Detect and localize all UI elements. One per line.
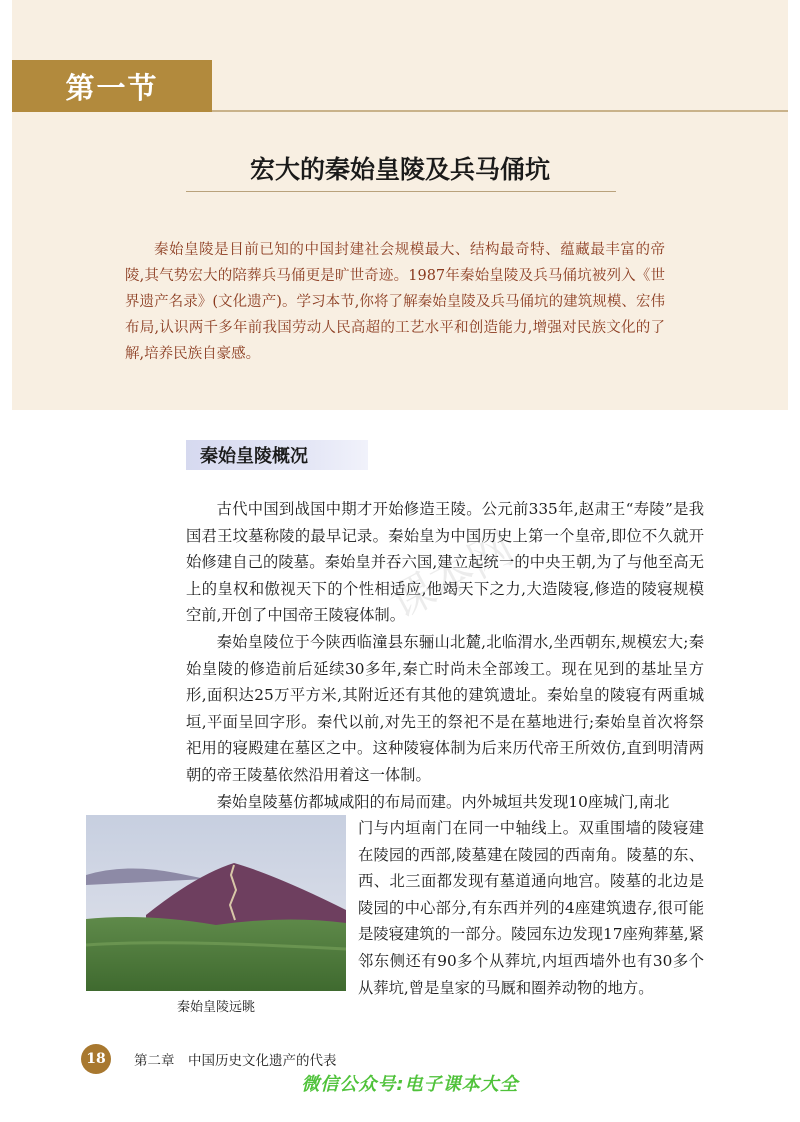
watermark: 课本网 — [381, 522, 523, 630]
title-rule — [186, 191, 616, 192]
intro-text: 秦始皇陵是目前已知的中国封建社会规模最大、结构最奇特、蕴藏最丰富的帝陵,其气势宏大的陪葬兵马俑更是旷世奇迹。1987年秦始皇陵及兵马俑坑被列入《世界遗产名录》(文化遗产)。学习本节,你将了解秦始皇陵及兵马俑坑的建筑规模、宏伟布局,认识两千多年前我国劳动人民高超的工艺水平和创造能力,增强对民族文化的了解,培养民族自豪感。 — [125, 242, 665, 362]
chapter-footer: 第二章 中国历史文化遗产的代表 — [134, 1053, 337, 1069]
lesson-title: 宏大的秦始皇陵及兵马俑坑 — [249, 155, 550, 184]
section-tab: 第一节 — [12, 60, 212, 112]
photo-caption: 秦始皇陵远眺 — [176, 1000, 255, 1015]
promo-text: 微信公众号:电子课本大全 — [301, 1074, 519, 1095]
paragraph-3-body: 门与内垣南门在同一中轴线上。双重围墙的陵寝建在陵园的西部,陵墓建在陵园的西南角。陵墓的东、西、北三面都发现有墓道通向地宫。陵墓的北边是陵园的中心部分,有东西并列的4座建筑遗存,很可能是陵寝建筑的一部分。陵园东边发现17座殉葬墓,紧邻东侧还有90多个从葬坑,内垣西墙外也有30多个从葬坑,曾是皇家的马厩和圈养动物的地方。 — [358, 819, 704, 997]
page-number: 18 — [81, 1044, 111, 1074]
sub-heading: 秦始皇陵概况 — [186, 440, 368, 470]
tab-rule — [212, 110, 788, 112]
mausoleum-photo — [86, 815, 346, 991]
mausoleum-photo-graphic — [86, 815, 346, 991]
paragraph-1: 古代中国到战国中期才开始修造王陵。公元前335年,赵肃王“寿陵”是我国君王坟墓称陵的最早记录。秦始皇为中国历史上第一个皇帝,即位不久就开始修建自己的陵墓。秦始皇并吞六国,建立起统一的中央王朝,为了与他至高无上的皇权和傲视天下的个性相适应,他竭天下之力,大造陵寝,修造的陵寝规模空前,开创了中国帝王陵寝体制。 — [186, 500, 704, 625]
paragraph-2: 秦始皇陵位于今陕西临潼县东骊山北麓,北临渭水,坐西朝东,规模宏大;秦始皇陵的修造前后延续30多年,秦亡时尚未全部竣工。现在见到的基址呈方形,面积达25万平方米,其附近还有其他的建筑遗址。秦始皇的陵寝有两重城垣,平面呈回字形。秦代以前,对先王的祭祀不是在墓地进行;秦始皇首次将祭祀用的寝殿建在墓区之中。这种陵寝体制为后来历代帝王所效仿,直到明清两朝的帝王陵墓依然沿用着这一体制。 — [186, 633, 704, 784]
paragraph-3-head: 秦始皇陵墓仿都城咸阳的布局而建。内外城垣共发现10座城门,南北 — [216, 793, 670, 811]
